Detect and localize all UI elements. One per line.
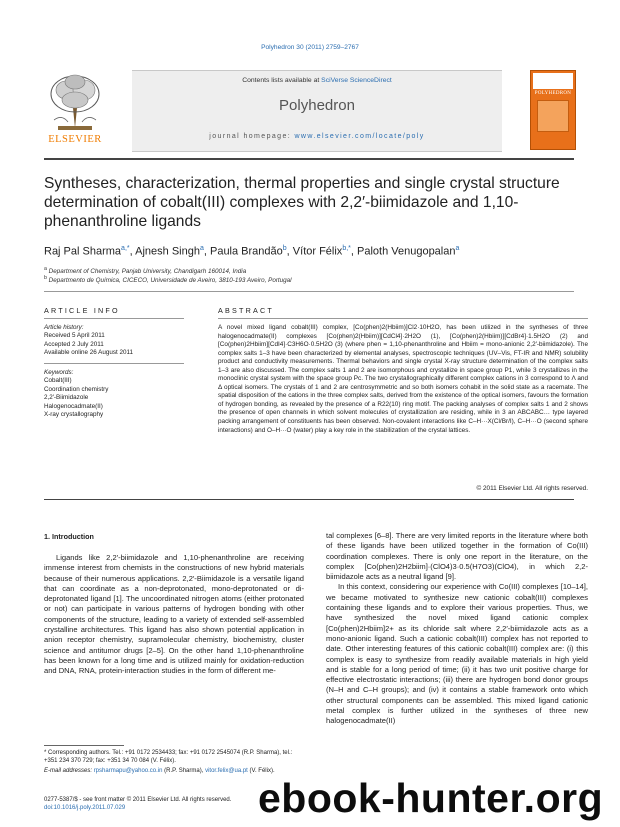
article-title: Syntheses, characterization, thermal properties and single crystal structure determination of cobalt(III) complexes with 2,2′-biimidazole and 1,10-phenanthroline ligands — [44, 175, 560, 230]
journal-banner — [132, 70, 502, 152]
history-label: Article history: — [44, 324, 84, 331]
author-affiliation-mark[interactable]: b — [282, 245, 287, 252]
email-owner: (V. Félix). — [247, 768, 275, 774]
homepage-link[interactable]: www.elsevier.com/locate/poly — [294, 133, 425, 140]
email-link[interactable]: rpsharmapu@yahoo.co.in — [93, 768, 163, 774]
abstract-heading: ABSTRACT — [218, 306, 274, 315]
keyword: Coordination chemistry — [44, 385, 109, 393]
affiliation-mark: a — [44, 266, 47, 272]
article-info-heading: ARTICLE INFO — [44, 306, 120, 315]
paragraph: tal complexes [6–8]. There are very limited reports in the literature where both of these ligands have been utilized together in the formation of Co(III) coordination complexes. There is only one report in the literature, on the complex [Co(phen)2H2biim]·(ClO4)3·0.5(H7O3)(ClO4), in which 2,2-biimidazole acts as a neutral ligand [9]. — [326, 531, 588, 582]
author-affiliation-mark[interactable]: a,* — [121, 245, 130, 252]
contents-prefix: Contents lists available at — [242, 77, 322, 84]
history-entry: Received 5 April 2011 — [44, 332, 105, 340]
section-heading-introduction: 1. Introduction — [44, 532, 94, 541]
journal-cover-thumbnail[interactable] — [530, 70, 576, 150]
keywords — [44, 369, 194, 419]
issn-line: 0277-5387/$ - see front matter © 2011 Elsevier Ltd. All rights reserved. — [44, 797, 232, 803]
keyword: 2,2′-Biimidazole — [44, 394, 89, 402]
email-footnote — [44, 767, 306, 775]
history-divider — [44, 363, 184, 364]
affiliation-mark: b — [44, 275, 47, 281]
affiliation-text: Department of Chemistry, Panjab University, Chandigarh 160014, India — [48, 268, 247, 276]
email-label: E-mail addresses: — [44, 768, 94, 774]
sciencedirect-link[interactable]: SciVerse ScienceDirect — [321, 77, 392, 84]
journal-masthead — [44, 70, 574, 150]
author-affiliation-mark[interactable]: a — [199, 245, 204, 252]
cover-header — [533, 73, 573, 89]
journal-reference[interactable]: Polyhedron 30 (2011) 2759–2767 — [261, 44, 359, 51]
abstract-divider — [218, 318, 588, 319]
doi-link[interactable]: doi:10.1016/j.poly.2011.07.029 — [44, 805, 126, 811]
abstract-text: A novel mixed ligand cobalt(III) complex, [Co(phen)2(Hbiim)]Cl2·10H2O, has been utilized in the syntheses of three halogenocadmate(II) complexes [Co(phen)2(Hbiim)][CdCl4]·2H2O (1), [Co(phen)2(Hbiim)][CdBr4]·1.5H2O (2) and [Co(phen)2Hbiim][CdI4]·C3H6O·0.5H2O (3) (where phen = 1,10-phenanthroline and Hbiim = mono-anionic 2,2′-biimidazole). The complex salts 1–3 have been characterized by elemental analyses, spectroscopic techniques (UV–Vis, FT-IR and NMR) solubility product and conductivity measurements. Thermal behaviors and single crystal X-ray structure determination of the complex salts 1–3 are also discussed. The complex salts 1 and 2 are isomorphous and crystallize in space group P1, while 3 crystallizes in the monoclinic crystal system with the space group Pc. The two crystallographically different complex cations in 3 correspond to Λ and Δ optical isomers. The crystals of 1 and 2 are centrosymmetric and so both isomers cohabit in the solid state as a racemate. The spatial disposition of the cations in the three complex salts, derived from the existence of the optical isomers, favours the formation of hydrogen bonding, as revealed by the presence of a R22(10) ring motif. The packing analyses of complex salts 1 and 2 shows the presence of open channels in which solvent molecules of crystallization are residing, while in 3 an ABCABC… type layered packing arrangement of constituents has been observed. Non-covalent interactions like C–H···X(Cl/Br/I), C–H···O (second sphere interactions) and O–H···O (water) play a key role in the stabilization of the crystal lattices. — [218, 324, 588, 434]
journal-name: Polyhedron — [279, 97, 355, 114]
watermark-text: ebook-hunter.org — [258, 775, 604, 821]
author-name[interactable]: Paloth Venugopalan — [357, 245, 456, 258]
publisher-logo-text: ELSEVIER — [48, 134, 102, 145]
article-info-divider — [44, 318, 184, 319]
history-entry: Accepted 2 July 2011 — [44, 340, 104, 348]
author-name[interactable]: Paula Brandão — [209, 245, 283, 258]
history-entry: Available online 26 August 2011 — [44, 349, 134, 357]
introduction-right-column — [326, 531, 588, 727]
header-divider — [44, 158, 574, 160]
author-name[interactable]: Ajnesh Singh — [135, 245, 200, 258]
abstract-bottom-divider — [44, 499, 574, 500]
keyword: Halogenocadmate(II) — [44, 402, 103, 410]
email-link[interactable]: vitor.felix@ua.pt — [205, 768, 248, 774]
keywords-label: Keywords: — [44, 369, 74, 376]
footnote-divider — [44, 745, 124, 746]
cover-art-icon — [537, 100, 569, 132]
paragraph: In this context, considering our experience with Co(III) complexes [10–14], we became motivated to synthesize new cationic cobalt(III) complexes containing these ligands and to explore their various properties. Thus, we have synthesized the novel mixed ligand cationic complex [Co(phen)2Hbiim]2+ as its chloride salt where 2,2′-biimidazole acts as a mono-anionic ligand. Such a cationic cobalt(III) complex has not reported to date. Other interesting features of this cationic cobalt(III) complex are: (i) this complex is easy to synthesize from readily available materials in high yield and is stable for a long period of time; (ii) it has two unit positive charge for effective electrostatic interactions; (iii) there are hydrogen bond donor groups (N–H and C–H groups); and (iv) it contains a stable framework onto which other structural components can be assembled. This mixed ligand cationic metal complex is further utilized in the syntheses of three new halogenocadmate(II) — [326, 582, 588, 726]
affiliation — [44, 266, 584, 275]
cover-title: POLYHEDRON — [534, 91, 572, 96]
affiliation-divider — [44, 291, 574, 292]
contents-line — [132, 77, 502, 84]
paragraph: Ligands like 2,2′-biimidazole and 1,10-phenanthroline are receiving immense interest from chemists in the constructions of new hybrid materials because of their numerous applications. 2,2′-Biimidazole is a versatile ligand that can coordinate as a non-deprotonated, mono-deprotonated or di-deprotonated ligand [1]. The uncoordinated nitrogen atoms (either protonated or not) can participate in various patterns of hydrogen bonding with other components of the structure, leading to a variety of extended self-assembled crystalline architectures. This ligand has also shown potential application in anion receptor chemistry, supramolecular chemistry, biochemistry, cluster science and antitumor drugs [2–5]. On the other hand 1,10-phenanthroline has been known for a long time and is utilized mainly for oxidation-reduction and DNA, RNA, protein-interaction studies in the form of different me- — [44, 553, 304, 676]
author-name[interactable]: Vítor Félix — [292, 245, 343, 258]
affiliation-text: Departmento de Química, CICECO, Universidade de Aveiro, 3810-193 Aveiro, Portugal — [48, 277, 292, 285]
keyword: Cobalt(III) — [44, 377, 72, 385]
journal-homepage — [132, 133, 502, 140]
corresponding-author-footnote: * Corresponding authors. Tel.: +91 0172 2534433; fax: +91 0172 2545074 (R.P. Sharma), tel.: +351 234 370 729; fax: +351 34 70 084 (V. Félix). — [44, 750, 293, 764]
author-affiliation-mark[interactable]: b,* — [342, 245, 351, 252]
introduction-left-column — [44, 553, 304, 677]
keyword: X-ray crystallography — [44, 411, 104, 419]
article-history — [44, 324, 194, 358]
homepage-prefix: journal homepage: — [209, 133, 295, 140]
email-owner: (R.P. Sharma), — [162, 768, 206, 774]
affiliation — [44, 275, 584, 284]
author-list: Raj Pal Sharma$^{a,*}$, Ajnesh Singh$^a$, Paula Brandão$^b$, Vítor Félix$^{b,*}$, Paloth Venugopalan$^a$ — [44, 245, 460, 258]
author-name[interactable]: Raj Pal Sharma — [44, 245, 122, 258]
copyright-notice: © 2011 Elsevier Ltd. All rights reserved. — [476, 485, 588, 492]
author-affiliation-mark[interactable]: a — [455, 245, 460, 252]
